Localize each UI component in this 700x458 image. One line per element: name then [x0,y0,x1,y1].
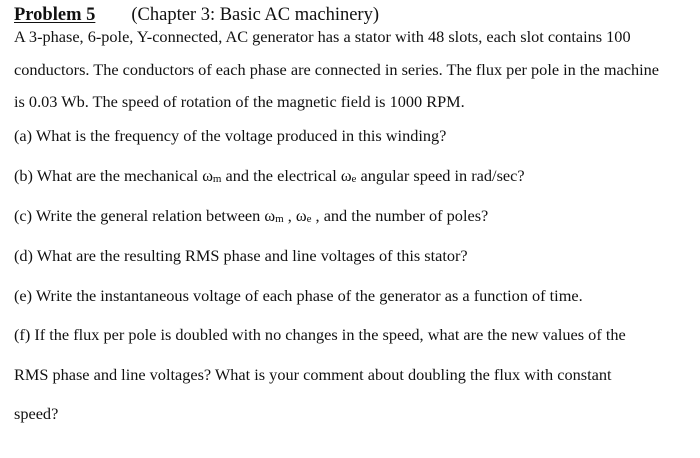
omega-e-subscript: e [351,173,357,185]
chapter-label: (Chapter 3: Basic AC machinery) [131,5,379,25]
question-d: (d) What are the resulting RMS phase and line voltages of this stator? [14,246,468,265]
question-f-line-1: (f) If the flux per pole is doubled with no changes in the speed, what are the new values of the [14,325,626,344]
question-c [14,206,488,228]
omega-m-symbol: ω [264,206,276,225]
intro-line-2: conductors. The conductors of each phase are connected in series. The flux per pole in the machine [14,60,659,79]
question-c-prefix: (c) Write the general relation between [14,206,265,225]
omega-m-symbol: ω [202,166,213,185]
question-f-line-2: RMS phase and line voltages? What is your comment about doubling the flux with constant [14,365,612,384]
question-e: (e) Write the instantaneous voltage of each phase of the generator as a function of time. [14,286,583,305]
omega-e-symbol: ω [295,206,307,225]
problem-title: Problem 5 [14,5,96,25]
question-c-separator: , [283,206,296,225]
question-b-prefix: (b) What are the mechanical [14,166,203,185]
omega-m-subscript: m [275,213,284,225]
problem-heading [14,4,379,26]
question-c-suffix: , and the number of poles? [311,206,489,225]
intro-line-1: A 3-phase, 6-pole, Y-connected, AC generator has a stator with 48 slots, each slot contains 100 [14,27,631,46]
question-b-middle: and the electrical [221,166,341,185]
omega-m-subscript: m [212,173,222,185]
question-f-line-3: speed? [14,404,59,423]
question-a: (a) What is the frequency of the voltage produced in this winding? [14,126,447,145]
question-b [14,166,525,188]
intro-line-3: is 0.03 Wb. The speed of rotation of the magnetic field is 1000 RPM. [14,92,465,111]
omega-e-subscript: e [306,213,312,225]
omega-e-symbol: ω [340,166,352,185]
question-b-suffix: angular speed in rad/sec? [356,166,525,185]
